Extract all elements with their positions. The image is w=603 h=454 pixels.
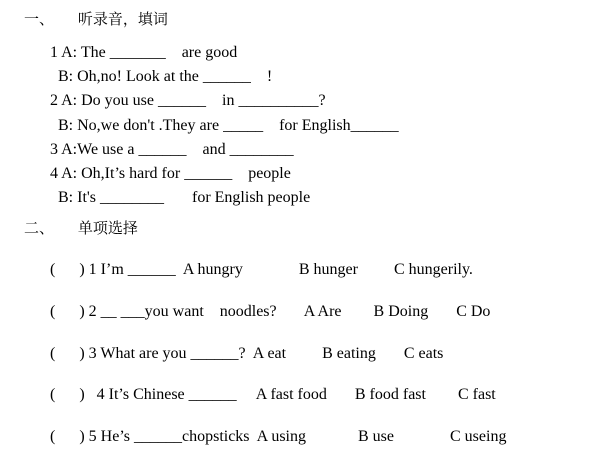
question-4: ( ) 4 It’s Chinese ______ A fast food B food fast C fast bbox=[50, 386, 496, 403]
question-5: ( ) 5 He’s ______chopsticks A using B use C useing bbox=[50, 428, 507, 445]
dialogue-line-4: B: No,we don't .They are _____ for English______ bbox=[58, 117, 399, 134]
dialogue-line-7: B: It's ________ for English people bbox=[58, 189, 311, 206]
question-1: ( ) 1 I’m ______ A hungry B hunger C hungerily. bbox=[50, 261, 473, 278]
section2-heading: 二、 单项选择 bbox=[24, 219, 138, 237]
dialogue-line-5: 3 A:We use a ______ and ________ bbox=[50, 141, 294, 158]
dialogue-line-2: B: Oh,no! Look at the ______ ! bbox=[58, 68, 273, 85]
question-3: ( ) 3 What are you ______? A eat B eating C eats bbox=[50, 345, 444, 362]
section1-heading: 一、 听录音，填词 bbox=[24, 10, 168, 28]
dialogue-line-1: 1 A: The _______ are good bbox=[50, 44, 238, 61]
dialogue-line-3: 2 A: Do you use ______ in __________? bbox=[50, 92, 326, 109]
question-2: ( ) 2 __ ___you want noodles? A Are B Doing C Do bbox=[50, 303, 491, 320]
dialogue-line-6: 4 A: Oh,It’s hard for ______ people bbox=[50, 165, 291, 182]
